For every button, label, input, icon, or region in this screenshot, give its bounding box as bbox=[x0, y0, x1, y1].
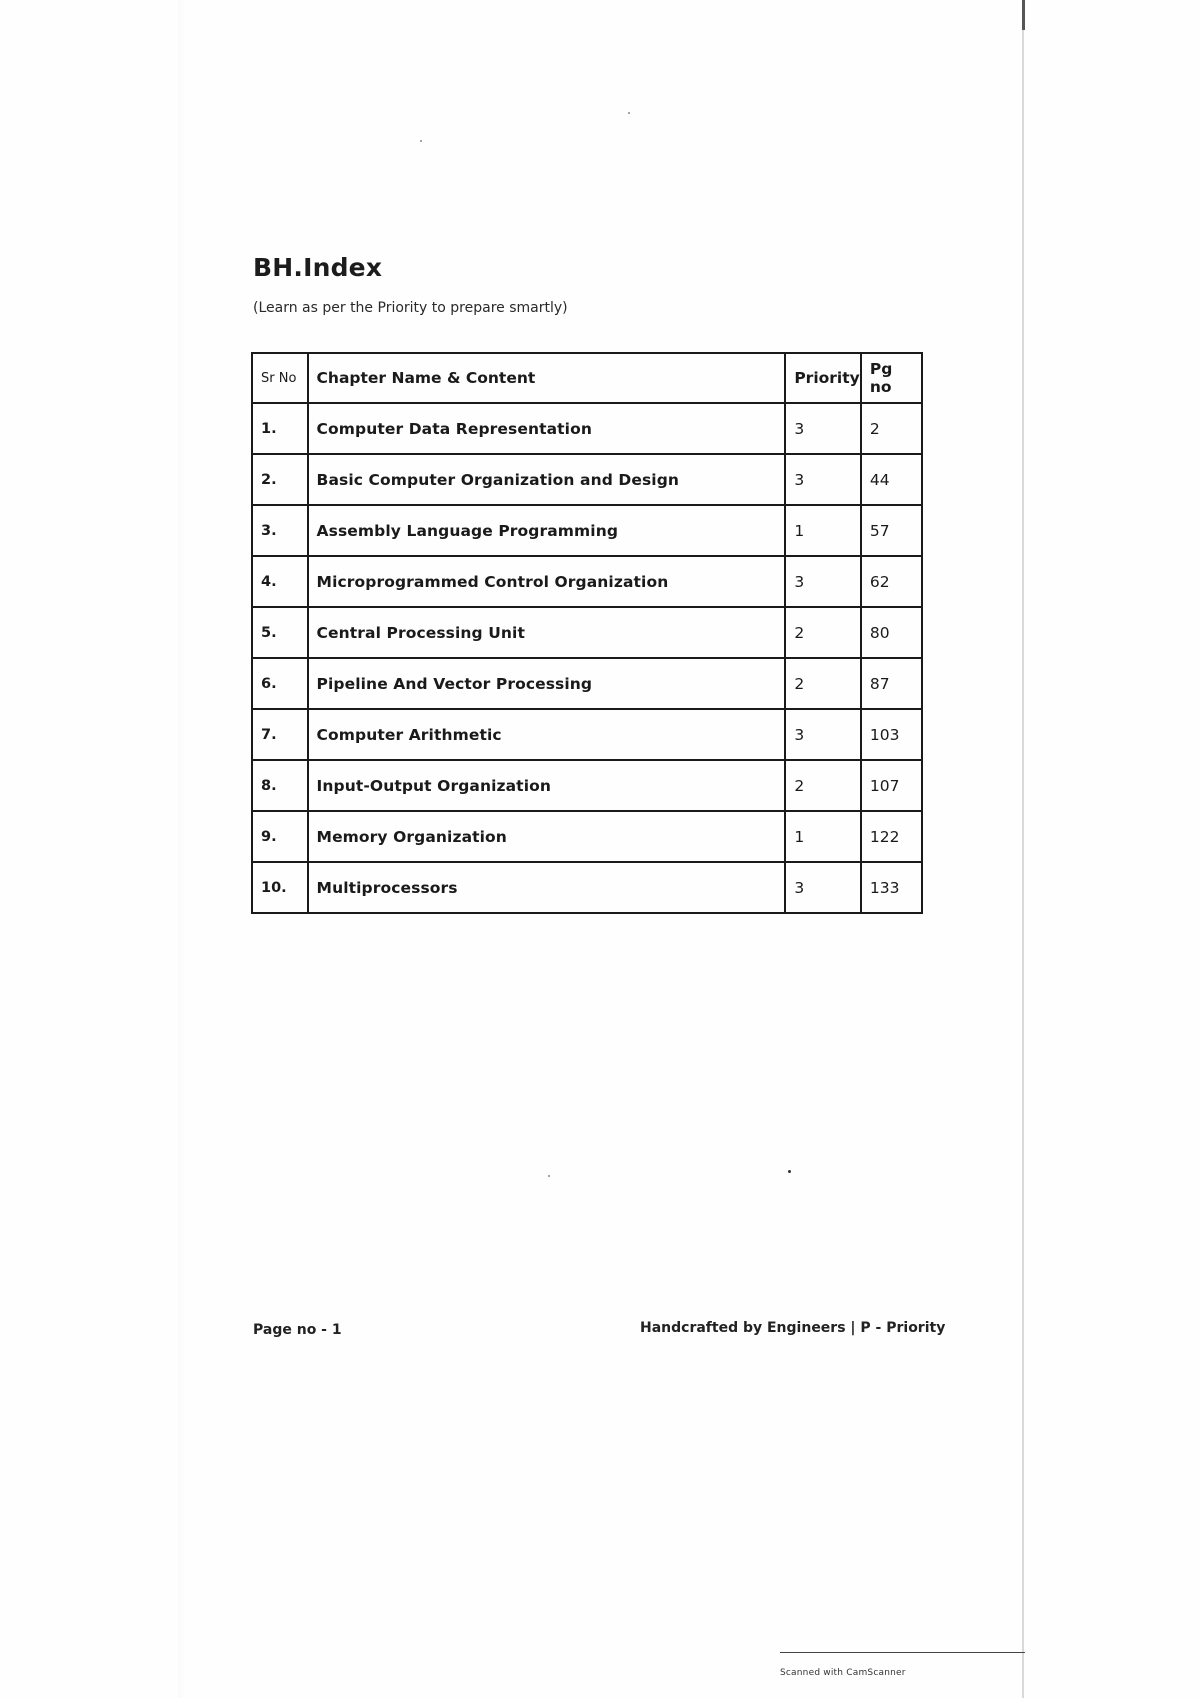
row-chapter-name: Pipeline And Vector Processing bbox=[308, 658, 786, 709]
table-row bbox=[252, 505, 922, 556]
row-sr-no: 10. bbox=[252, 862, 308, 913]
row-chapter-name: Computer Data Representation bbox=[308, 403, 786, 454]
row-priority: 3 bbox=[785, 709, 861, 760]
row-chapter-name: Memory Organization bbox=[308, 811, 786, 862]
page-number: Page no - 1 bbox=[253, 1322, 342, 1338]
row-chapter-name: Computer Arithmetic bbox=[308, 709, 786, 760]
header-row bbox=[252, 353, 922, 403]
header-priority: Priority bbox=[785, 353, 861, 403]
table-row bbox=[252, 556, 922, 607]
row-priority: 3 bbox=[785, 862, 861, 913]
row-chapter-name: Central Processing Unit bbox=[308, 607, 786, 658]
row-page-number: 57 bbox=[861, 505, 922, 556]
row-page-number: 2 bbox=[861, 403, 922, 454]
row-priority: 2 bbox=[785, 607, 861, 658]
row-page-number: 122 bbox=[861, 811, 922, 862]
footer-credit: Handcrafted by Engineers | P - Priority bbox=[640, 1320, 946, 1336]
page-shadow bbox=[178, 0, 186, 1698]
scan-speck bbox=[788, 1170, 791, 1173]
table-header bbox=[252, 353, 922, 403]
table-row bbox=[252, 607, 922, 658]
row-page-number: 80 bbox=[861, 607, 922, 658]
table-row bbox=[252, 454, 922, 505]
row-chapter-name: Microprogrammed Control Organization bbox=[308, 556, 786, 607]
row-page-number: 103 bbox=[861, 709, 922, 760]
row-sr-no: 4. bbox=[252, 556, 308, 607]
row-sr-no: 2. bbox=[252, 454, 308, 505]
table-row bbox=[252, 403, 922, 454]
table-row bbox=[252, 811, 922, 862]
row-priority: 3 bbox=[785, 454, 861, 505]
header-chapter: Chapter Name & Content bbox=[308, 353, 786, 403]
row-page-number: 107 bbox=[861, 760, 922, 811]
row-sr-no: 9. bbox=[252, 811, 308, 862]
scan-speck bbox=[548, 1175, 550, 1177]
index-table bbox=[251, 352, 923, 914]
header-sr-no: Sr No bbox=[252, 353, 308, 403]
scanner-watermark: Scanned with CamScanner bbox=[780, 1668, 906, 1678]
row-priority: 1 bbox=[785, 505, 861, 556]
row-page-number: 44 bbox=[861, 454, 922, 505]
scan-speck bbox=[420, 140, 422, 142]
row-sr-no: 5. bbox=[252, 607, 308, 658]
table-row bbox=[252, 709, 922, 760]
page-title: BH.Index bbox=[253, 253, 383, 282]
scan-speck bbox=[628, 112, 630, 114]
row-chapter-name: Input-Output Organization bbox=[308, 760, 786, 811]
page-edge-mark bbox=[1022, 0, 1025, 30]
row-priority: 1 bbox=[785, 811, 861, 862]
row-priority: 2 bbox=[785, 760, 861, 811]
row-page-number: 62 bbox=[861, 556, 922, 607]
row-sr-no: 7. bbox=[252, 709, 308, 760]
table-row bbox=[252, 862, 922, 913]
row-sr-no: 3. bbox=[252, 505, 308, 556]
row-chapter-name: Multiprocessors bbox=[308, 862, 786, 913]
table-body bbox=[252, 403, 922, 913]
header-page: Pg no bbox=[861, 353, 922, 403]
row-priority: 3 bbox=[785, 556, 861, 607]
row-sr-no: 1. bbox=[252, 403, 308, 454]
scanner-divider bbox=[780, 1652, 1025, 1653]
row-chapter-name: Basic Computer Organization and Design bbox=[308, 454, 786, 505]
row-sr-no: 8. bbox=[252, 760, 308, 811]
row-sr-no: 6. bbox=[252, 658, 308, 709]
table-row bbox=[252, 658, 922, 709]
row-priority: 2 bbox=[785, 658, 861, 709]
page-edge bbox=[1022, 0, 1024, 1698]
row-page-number: 87 bbox=[861, 658, 922, 709]
row-chapter-name: Assembly Language Programming bbox=[308, 505, 786, 556]
row-page-number: 133 bbox=[861, 862, 922, 913]
page-subtitle: (Learn as per the Priority to prepare smartly) bbox=[253, 300, 568, 316]
table-row bbox=[252, 760, 922, 811]
row-priority: 3 bbox=[785, 403, 861, 454]
